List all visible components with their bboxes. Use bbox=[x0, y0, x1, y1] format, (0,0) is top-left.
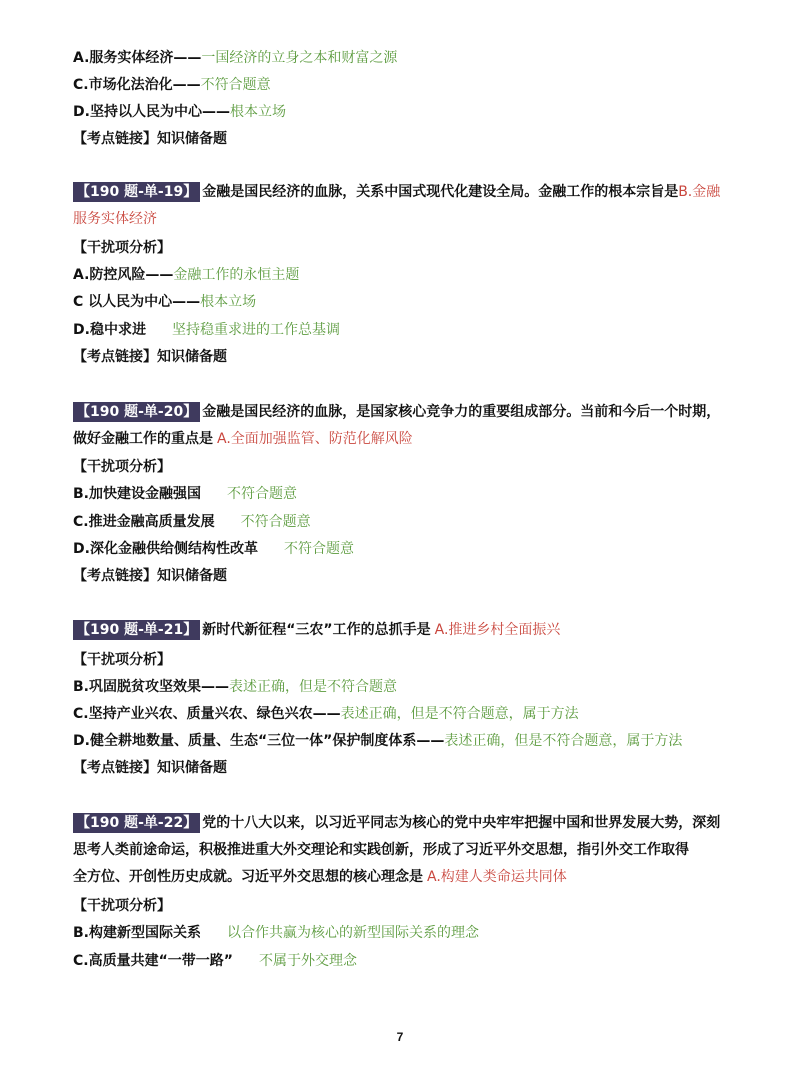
knowledge-link: 【考点链接】知识储备题 bbox=[73, 760, 227, 776]
option-d-line: D.深化金融供给侧结构性改革 不符合题意 bbox=[73, 541, 354, 557]
answer-text: A.构建人类命运共同体 bbox=[427, 869, 567, 885]
knowledge-link: 【考点链接】知识储备题 bbox=[73, 349, 227, 365]
knowledge-link: 【考点链接】知识储备题 bbox=[73, 568, 227, 584]
question-19-stem-cont bbox=[73, 209, 733, 229]
option-note: 不符合题意 bbox=[200, 77, 271, 93]
option-note: 一国经济的立身之本和财富之源 bbox=[201, 50, 398, 66]
option-b-line: B.构建新型国际关系 以合作共赢为核心的新型国际关系的理念 bbox=[73, 925, 479, 941]
question-22-stem: 【190 题-单-22】 党的十八大以来，以习近平同志为核心的党中央牢牢把握中国和世界发展大势，深刻 bbox=[73, 813, 733, 833]
answer-text: B.金融 bbox=[678, 184, 721, 200]
question-20-stem: 【190 题-单-20】 金融是国民经济的血脉，是国家核心竞争力的重要组成部分。当前和今后一个时期， bbox=[73, 402, 733, 422]
option-d-line: D.健全耕地数量、质量、生态“三位一体”保护制度体系——表述正确，但是不符合题意，属于方法 bbox=[73, 733, 683, 749]
option-a-line: A.防控风险——金融工作的永恒主题 bbox=[73, 267, 300, 283]
analysis-heading: 【干扰项分析】 bbox=[73, 652, 171, 668]
question-tag: 【190 题-单-19】 bbox=[73, 182, 200, 202]
option-c-line bbox=[73, 75, 733, 95]
question-tag: 【190 题-单-22】 bbox=[73, 813, 200, 833]
question-tag: 【190 题-单-20】 bbox=[73, 402, 200, 422]
question-21-stem: 【190 题-单-21】 新时代新征程“三农”工作的总抓手是 A.推进乡村全面振兴 bbox=[73, 620, 733, 640]
option-a-line bbox=[73, 48, 733, 68]
option-label: A.服务实体经济—— bbox=[73, 50, 202, 66]
question-20-stem-cont: 做好金融工作的重点是 A.全面加强监管、防范化解风险 bbox=[73, 431, 413, 447]
option-c-line: C.高质量共建“一带一路” 不属于外交理念 bbox=[73, 953, 357, 969]
option-b-line: B.加快建设金融强国 不符合题意 bbox=[73, 486, 297, 502]
analysis-heading: 【干扰项分析】 bbox=[73, 240, 171, 256]
question-19-stem: 【190 题-单-19】 金融是国民经济的血脉，关系中国式现代化建设全局。金融工作的根本宗旨是B.金融 bbox=[73, 182, 733, 202]
question-22-stem-cont: 思考人类前途命运，积极推进重大外交理论和实践创新，形成了习近平外交思想，指引外交工作取得 bbox=[73, 842, 689, 858]
option-d-line bbox=[73, 102, 733, 122]
answer-text: A.推进乡村全面振兴 bbox=[434, 622, 561, 638]
question-22-stem-cont: 全方位、开创性历史成就。习近平外交思想的核心理念是 A.构建人类命运共同体 bbox=[73, 869, 567, 885]
option-label: D.坚持以人民为中心—— bbox=[73, 104, 230, 120]
page-number: 7 bbox=[396, 1030, 404, 1044]
option-c-line: C 以人民为中心——根本立场 bbox=[73, 294, 257, 310]
analysis-heading: 【干扰项分析】 bbox=[73, 459, 171, 475]
option-b-line: B.巩固脱贫攻坚效果——表述正确，但是不符合题意 bbox=[73, 679, 397, 695]
option-note: 根本立场 bbox=[229, 104, 286, 120]
option-d-line: D.稳中求进 坚持稳重求进的工作总基调 bbox=[73, 322, 340, 338]
analysis-heading: 【干扰项分析】 bbox=[73, 898, 171, 914]
question-tag: 【190 题-单-21】 bbox=[73, 620, 200, 640]
option-label: C.市场化法治化—— bbox=[73, 77, 201, 93]
answer-text: 服务实体经济 bbox=[73, 211, 157, 227]
option-c-line: C.推进金融高质量发展 不符合题意 bbox=[73, 514, 311, 530]
knowledge-link: 【考点链接】知识储备题 bbox=[73, 131, 227, 147]
answer-text: A.全面加强监管、防范化解风险 bbox=[217, 431, 413, 447]
option-c-line: C.坚持产业兴农、质量兴农、绿色兴农——表述正确，但是不符合题意，属于方法 bbox=[73, 706, 579, 722]
